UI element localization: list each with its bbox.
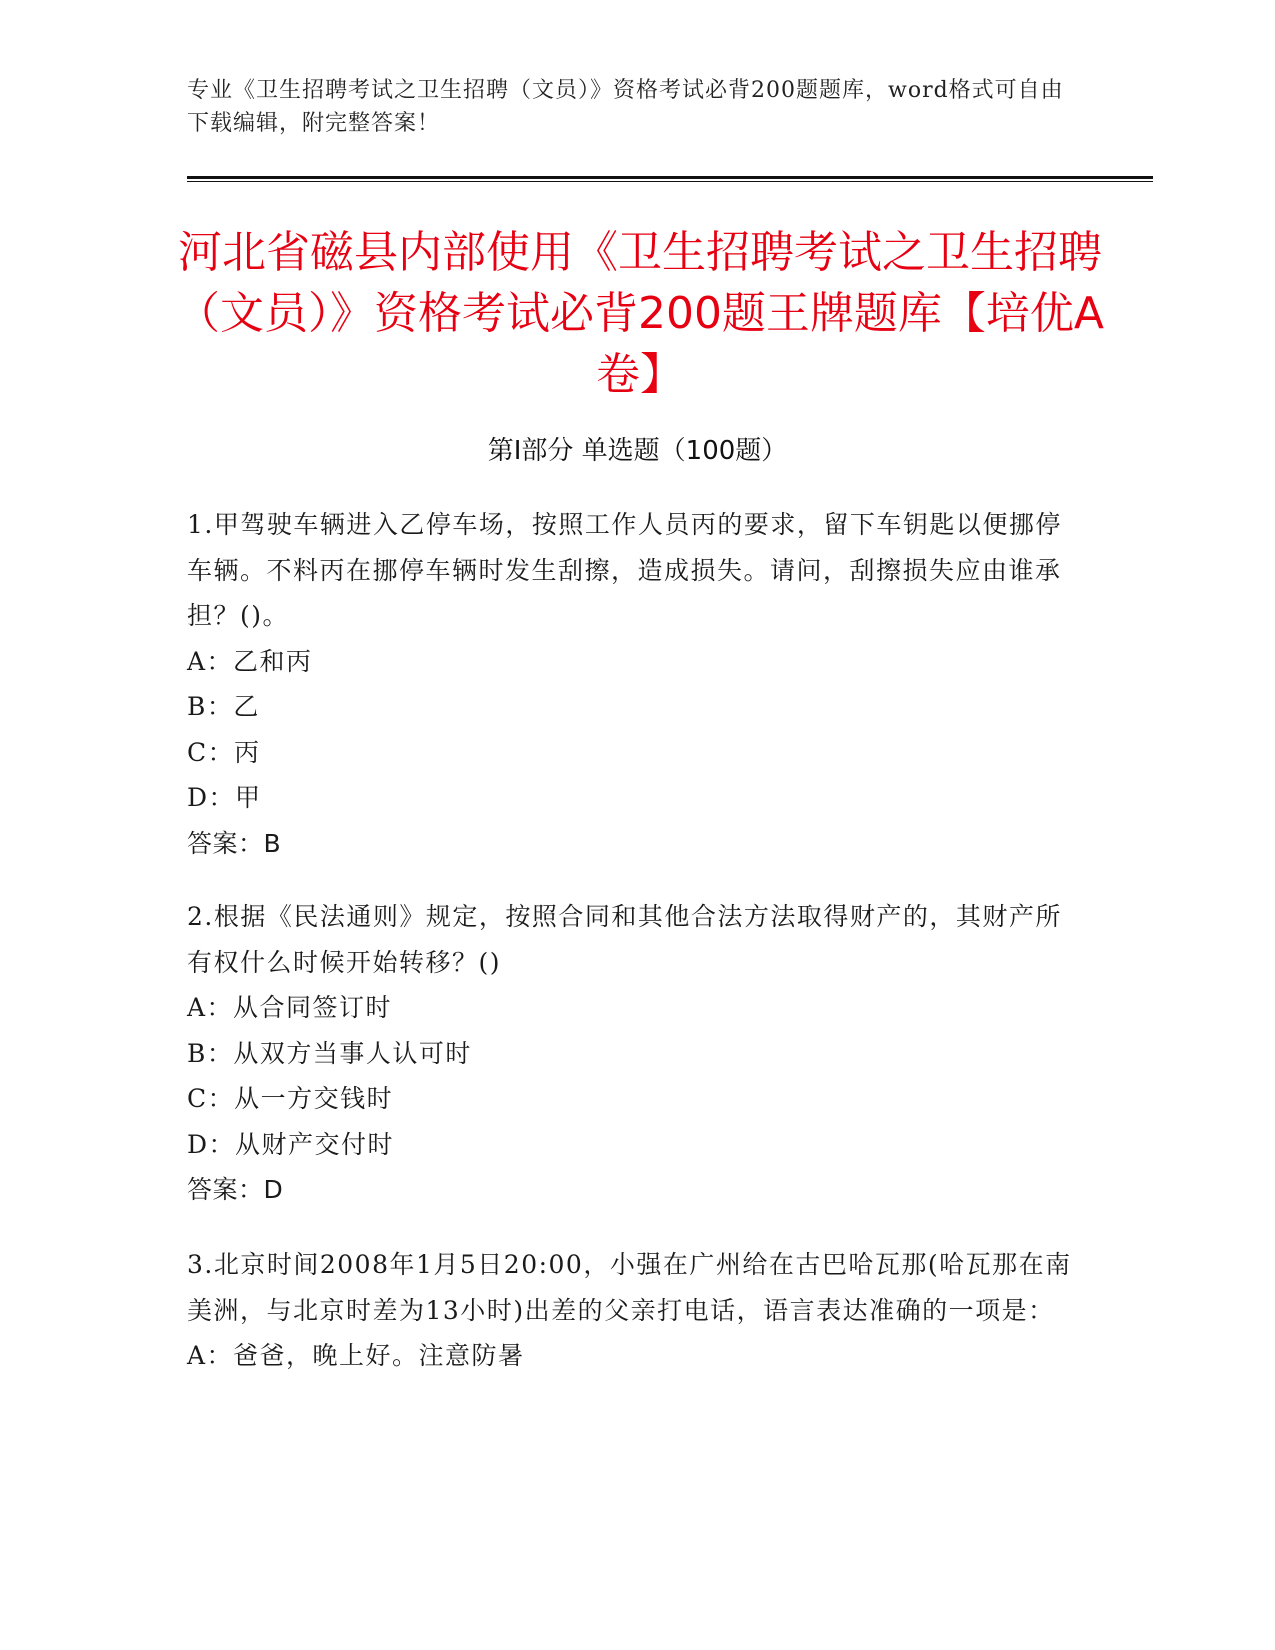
header-divider [187,176,1153,182]
option-c: C：从一方交钱时 [187,1084,394,1113]
option-a: A：从合同签订时 [187,993,393,1022]
question-3 [187,1242,1077,1379]
answer: 答案：B [187,828,282,858]
section-heading: 第I部分 单选题（100题） [487,436,788,466]
question-2 [187,894,1077,1213]
question-stem: 2.根据《民法通则》规定，按照合同和其他合法方法取得财产的，其财产所有权什么时候开始转移？() [187,902,1062,977]
option-d: D：从财产交付时 [187,1129,395,1159]
question-1 [187,502,1077,866]
option-d: D：甲 [187,783,262,812]
question-stem: 1.甲驾驶车辆进入乙停车场，按照工作人员丙的要求，留下车钥匙以便挪停车辆。不料丙在挪停车辆时发生刮擦，造成损失。请问，刮擦损失应由谁承担？()。 [187,510,1062,630]
header-note: 专业《卫生招聘考试之卫生招聘（文员）》资格考试必背200题题库，word格式可自由下载编辑，附完整答案！ [187,78,1064,136]
document-title: 河北省磁县内部使用《卫生招聘考试之卫生招聘（文员）》资格考试必背200题王牌题库【培优A卷】 [175,227,1105,400]
question-stem: 3.北京时间2008年1月5日20:00，小强在广州给在古巴哈瓦那(哈瓦那在南美洲，与北京时差为13小时)出差的父亲打电话，语言表达准确的一项是： [187,1250,1072,1325]
option-a: A：乙和丙 [187,646,313,676]
option-b: B：从双方当事人认可时 [187,1038,472,1068]
option-a: A：爸爸，晚上好。注意防暑 [187,1341,525,1370]
header-divider-thin [187,181,1153,182]
option-c: C：丙 [187,737,261,767]
header-divider-thick [187,176,1153,179]
answer: 答案：D [187,1175,284,1204]
option-b: B：乙 [187,692,260,721]
